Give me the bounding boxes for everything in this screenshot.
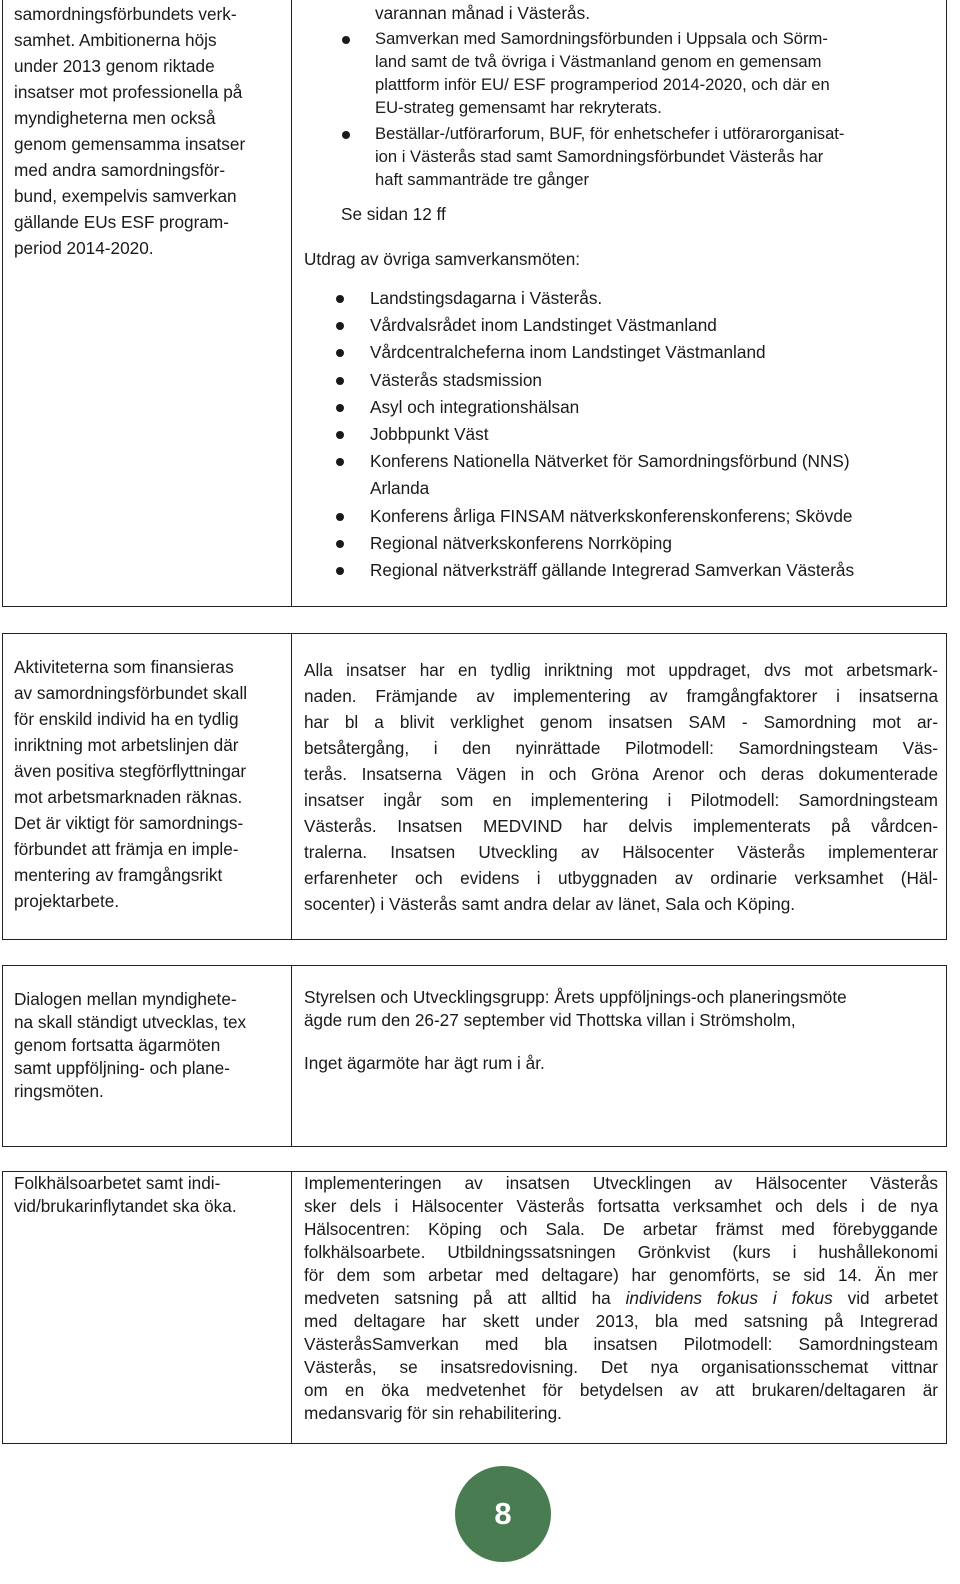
bullet-dot <box>336 295 344 303</box>
list-item: Regional nätverksträff gällande Integrerad Samverkan Västerås <box>370 557 940 584</box>
list-item: Konferens årliga FINSAM nätverkskonferenskonferens; Skövde <box>370 503 940 530</box>
page-number-badge: 8 <box>455 1466 551 1562</box>
row1-left-cell <box>3 0 292 606</box>
row3-no-owner-meeting: Inget ägarmöte har ägt rum i år. <box>304 1053 545 1073</box>
bullet-dot <box>336 349 344 357</box>
table-row-3 <box>2 965 947 1147</box>
list-item: Beställar-/utförarforum, BUF, för enhetschefer i utförarorganisat- ion i Västerås stad samt Samordningsförbundet Västerås har haft sammanträde tre gånger <box>375 122 935 191</box>
bullet-dot <box>336 431 344 439</box>
list-item: Landstingsdagarna i Västerås. <box>370 285 940 312</box>
see-page-reference: Se sidan 12 ff <box>341 204 446 224</box>
list-item: Jobbpunkt Väst <box>370 421 940 448</box>
table-row-4 <box>2 1171 947 1444</box>
bullet-dot <box>342 36 350 44</box>
bullet-dot <box>342 131 350 139</box>
meetings-bullet-list <box>370 285 940 584</box>
emphasis-text: individens fokus i fokus <box>625 1288 833 1308</box>
row1-right-cell <box>292 0 946 606</box>
row4-right-cell: Implementeringen av insatsen Utvecklingen av Hälsocenter Västerås sker dels i Hälsocenter Västerås fortsatta verksamhet och dels i de nya Hälsocentren: Köping och Sala. De arbetar främst med förebyggande folkhälsoarbete. Utbildningssatsningen Grönkvist (kurs i hushållekonomi för dem som arbetar med deltagare) har genomförts, se sid 14. Än mer medveten satsning på att alltid ha individens fokus i fokus vid arbetet med deltagare har skett under 2013, bla med satsning på Integrerad VästeråsSamverkan med bla insatsen Pilotmodell: Samordningsteam Västerås, se insatsredovisning. Det nya organisationsschemat vittnar om en öka medvetenhet för betydelsen av att brukaren/deltagaren är medansvarig för sin rehabilitering. <box>304 1173 938 1423</box>
row3-right-cell: Styrelsen och Utvecklingsgrupp: Årets uppföljnings-och planeringsmöte ägde rum den 26-27 september vid Thottska villan i Strömsholm, Inget ägarmöte har ägt rum i år. <box>292 966 946 1146</box>
bullet-dot <box>336 322 344 330</box>
row1-left-text: samordningsförbundets verk- samhet. Ambitionerna höjs under 2013 genom riktade insatser mot professionella på myndigheterna men också genom gemensamma insatser med andra samordningsför- bund, exempelvis samverkan gällande EUs ESF program- period 2014-2020. <box>14 4 246 258</box>
row2-left-cell: Aktiviteterna som finansieras av samordningsförbundet skall för enskild individ ha en tydlig inriktning mot arbetslinjen där även positiva stegförflyttningar mot arbetsmarknaden räknas. Det är viktigt för samordnings- förbundet att främja en imple- mentering av framgångsrikt projektarbete. <box>3 634 292 939</box>
list-item: Samverkan med Samordningsförbunden i Uppsala och Sörm- land samt de två övriga i Västmanland genom en gemensam plattform inför EU/ ESF programperiod 2014-2020, och där en EU-strateg gemensamt har rekryterats. <box>375 27 935 119</box>
row2-right-cell: Alla insatser har en tydlig inriktning mot uppdraget, dvs mot arbetsmark- naden. Främjande av implementering av framgångfaktorer i insatserna har bl a blivit verklighet genom insatsen SAM - Samordning mot ar- betsåtergång, i den nyinrättade Pilotmodell: Samordningsteam Väs- terås. Insatserna Vägen in och Gröna Arenor och deras dokumenterade insatser ingår som en implementering i Pilotmodell: Samordningsteam Västerås. Insatsen MEDVIND har delvis implementerats på vårdcen- tralerna. Insatsen Utveckling av Hälsocenter Västerås implementerar erfarenheter och evidens i utbyggnaden av ordinarie verksamhet (Häl- socenter) i Västerås samt andra delar av länet, Sala och Köping. <box>292 634 946 939</box>
partner-bullet-list <box>375 27 935 191</box>
row1-top-line: varannan månad i Västerås. <box>375 3 590 23</box>
bullet-dot <box>336 377 344 385</box>
row4-left-cell: Folkhälsoarbetet samt indi- vid/brukarinflytandet ska öka. <box>3 1172 292 1443</box>
list-item: Vårdcentralcheferna inom Landstinget Västmanland <box>370 339 940 366</box>
bullet-dot <box>336 540 344 548</box>
list-item: Konferens Nationella Nätverket för Samordningsförbund (NNS) Arlanda <box>370 448 940 502</box>
row3-left-cell: Dialogen mellan myndighete- na skall ständigt utvecklas, tex genom fortsatta ägarmöten samt uppföljning- och plane- ringsmöten. <box>3 966 292 1146</box>
row4-italic-line: medveten satsning på att alltid ha individens fokus i fokus vid arbetet <box>304 1288 938 1308</box>
bullet-dot <box>336 567 344 575</box>
row2-paragraph: Alla insatser har en tydlig inriktning mot uppdraget, dvs mot arbetsmark- naden. Främjande av implementering av framgångfaktorer i insatserna har bl a blivit verklighet genom insatsen SAM - Samordning mot ar- betsåtergång, i den nyinrättade Pilotmodell: Samordningsteam Väs- terås. Insatserna Vägen in och Gröna Arenor och deras dokumenterade insatser ingår som en implementering i Pilotmodell: Samordningsteam Västerås. Insatsen MEDVIND har delvis implementerats på vårdcen- tralerna. Insatsen Utveckling av Hälsocenter Västerås implementerar erfarenheter och evidens i utbyggnaden av ordinarie verksamhet (Häl- <box>304 660 938 888</box>
table-row-1 <box>2 0 947 607</box>
list-item: Västerås stadsmission <box>370 367 940 394</box>
row4-paragraph: Implementeringen av insatsen Utvecklingen av Hälsocenter Västerås sker dels i Hälsocenter Västerås fortsatta verksamhet och dels i de nya Hälsocentren: Köping och Sala. De arbetar främst med förebyggande folkhälsoarbete. Utbildningssatsningen Grönkvist (kurs i hushållekonomi för dem som arbetar med deltagare) har genomförts, se sid 14. Än mer medveten satsning på att alltid ha individens fokus i fokus vid arbetet med deltagare har skett under 2013, bla med satsning på Integrerad VästeråsSamverkan med bla insatsen Pilotmodell: Samordningsteam Västerås, se insatsredovisning. Det nya organisationsschemat vittnar om en öka medvetenhet för betydelsen av att brukaren/deltagaren är <box>304 1173 938 1400</box>
list-item: Vårdvalsrådet inom Landstinget Västmanland <box>370 312 940 339</box>
list-item: Regional nätverkskonferens Norrköping <box>370 530 940 557</box>
bullet-dot <box>336 404 344 412</box>
table-row-2 <box>2 633 947 940</box>
meetings-subheading: Utdrag av övriga samverkansmöten: <box>304 249 581 269</box>
bullet-dot <box>336 458 344 466</box>
bullet-dot <box>336 513 344 521</box>
list-item: Asyl och integrationshälsan <box>370 394 940 421</box>
